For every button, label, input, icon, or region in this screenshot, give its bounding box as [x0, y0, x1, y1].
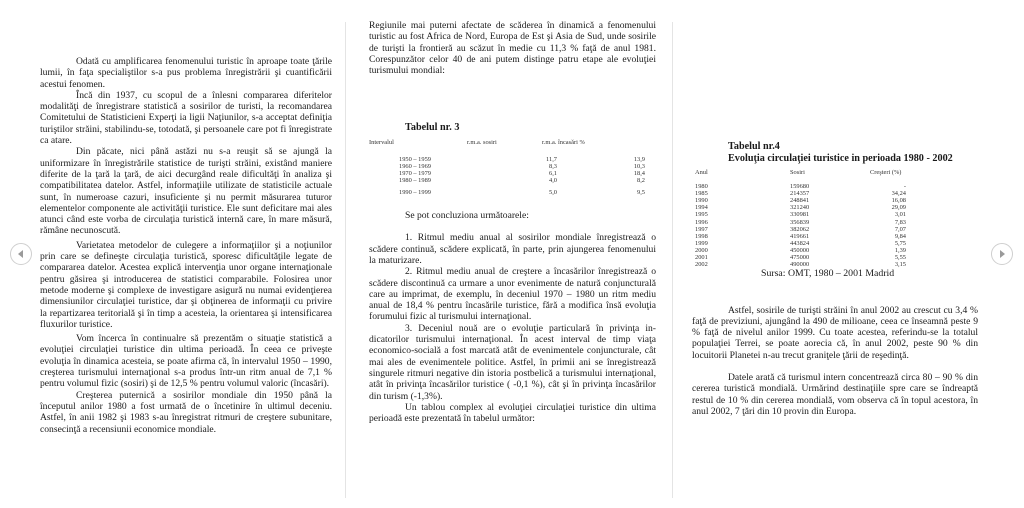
cell: 5,0	[549, 188, 557, 196]
table-3	[369, 122, 656, 196]
point-3: 3. Deceniul nouă are o evoluţie particulară în privinţa indicatorilor turismului internaţional. În acest interval de timp viaţa economico-socială a fost marcată atât de evenimentele conjuncturale, cât mai ales de evenimentele politice. Astfel, în primii ani se înregistrează singurele ritmuri negative din istoria postbelică a turismului internaţional, atât în privinţa încasărilor turistice ( -0,1 %), cât şi în privinţa încasărilor din turism (-1,3%).	[369, 322, 656, 402]
cell: 18,4	[633, 169, 645, 177]
cell: 214357	[790, 190, 810, 198]
cell: 1990	[695, 197, 708, 205]
page-divider-left	[345, 22, 346, 498]
intro-paragraph: Regiunile mai puterni afectate de scăderea în dinamică a fenomenului turistic au fost Africa de Nord, Europa de Est şi Asia de Sud, unde sosirile de turişti la frontieră au scăzut în medie cu 11,3 % faţă de anul 1981. Corespunzător celor 40 de ani putem distinge patru etape ale evoluţiei turismului mondial:	[369, 20, 656, 77]
chevron-left-icon	[16, 249, 26, 259]
cell: 2002	[695, 261, 708, 269]
column-header: Creşteri (%)	[870, 169, 902, 176]
point-2: 2. Ritmul mediu anual de creştere a încasărilor înregistrează o scădere discontinuă ca urmare a unor evenimente de natură conjuncturală care au imprimat, de exemplu, în deceniul 1970 – 1980 un ritm mediu anual de 18,4 % pentru încasările turistice, fără a modifica însă evoluţia forumului fizic al turismului internaţional.	[369, 266, 656, 323]
cell: 450000	[790, 246, 810, 254]
cell: 490000	[790, 261, 810, 269]
table-row	[692, 233, 978, 240]
cell: 10,3	[633, 162, 645, 170]
conclusion-lead: Se pot concluziona următoarele:	[405, 210, 529, 222]
cell: 248841	[790, 197, 810, 205]
table-4-title: Tabelul nr.4	[728, 141, 780, 152]
table-row	[692, 190, 978, 197]
paragraph: Odată cu amplificarea fenomenului turistic în aproape toate ţările lumii, în faţa specialiştilor s-a pus problema înregistrării şi cuantificării acestui fenomen.	[40, 56, 332, 90]
cell: 5,75	[894, 239, 906, 247]
page-middle	[369, 20, 656, 424]
cell: 1995	[695, 211, 708, 219]
cell: 419661	[790, 232, 810, 240]
table-row	[692, 254, 978, 261]
cell: 2000	[695, 246, 708, 254]
column-header: r.m.a. încasări %	[542, 139, 585, 147]
chevron-right-icon	[997, 249, 1007, 259]
cell: -	[903, 183, 906, 191]
cell: 443824	[790, 239, 810, 247]
page-divider-right	[672, 22, 673, 498]
table-row	[692, 211, 978, 218]
cell: 8,2	[637, 176, 645, 184]
cell: 9,84	[894, 232, 906, 240]
table-row	[692, 247, 978, 254]
cell: 475000	[790, 254, 810, 262]
table-header-row	[692, 169, 978, 176]
cell: 3,01	[894, 211, 906, 219]
cell: 356839	[790, 218, 810, 226]
paragraph: Încă din 1937, cu scopul de a înlesni compararea diferitelor modalităţi de înregistrare statistică a sosirilor de turisti, la recomandarea Comitetului de Statisticieni Experţi ia ligii Naţiunilor, s-a acceptat definiţia turiştilor străini, stabilindu-se, totodată, şi persoanele care pot fi înregistrate ca atare.	[40, 89, 332, 147]
cell: 1950 – 1959	[399, 155, 431, 163]
cell: 321240	[790, 204, 810, 212]
cell: 29,09	[891, 204, 906, 212]
table-row	[692, 240, 978, 247]
cell: 34,24	[891, 190, 906, 198]
cell: 16,08	[891, 197, 906, 205]
point-1: 1. Ritmul mediu anual al sosirilor mondiale înregistrează o scădere continuă, scădere explicată, în parte, prin ajungerea fenomenului la maturizare.	[369, 232, 656, 266]
table-row	[369, 177, 656, 184]
table-row	[692, 183, 978, 190]
cell: 2001	[695, 254, 708, 262]
cell: 159680	[790, 183, 810, 191]
cell: 330981	[790, 211, 810, 219]
cell: 1996	[695, 218, 708, 226]
paragraph: Din păcate, nici până astăzi nu s-a reuşit să se ajungă la uniformizare în înregistrările statistice de turişti străini, existând maniere diferite de la ţară la ţară, de aici decurgând reale dificultăţi în analiza şi compatibilitatea datelor. Astfel, informaţiile utilizate de statisticile actuale sunt, în numeroase cazuri, insuficiente şi nu permit măsurarea tuturor elementelor componente ale activităţii turistice. Ele sunt deficitare mai ales atunci când este vorba de circulaţia turistică internă care, în mare măsură, rămâne necunoscută.	[40, 146, 332, 237]
column-header: Sosiri	[790, 169, 805, 176]
column-header: Intervalul	[369, 139, 394, 147]
cell: 13,9	[633, 155, 645, 163]
table-3-title: Tabelul nr. 3	[405, 122, 460, 134]
paragraph: Datele arată că turismul intern concentrează circa 80 – 90 % din cererea turistică mondială. Urmărind destinaţiile spre care se îndreaptă restul de 10 % din cererea mondială, vom observa că în topul acestora, în anul 2002, 7 ţări din 10 provin din Europa.	[692, 372, 978, 417]
closing-paragraph: Un tablou complex al evoluţiei circulaţiei turistice din ultima perioadă este prezentată în tabelul următor:	[369, 401, 656, 425]
table-row	[369, 163, 656, 170]
cell: 9,5	[637, 188, 645, 196]
cell: 3,15	[894, 261, 906, 269]
table-4-subtitle: Evoluţia circulaţiei turistice in perioada 1980 - 2002	[728, 153, 953, 164]
cell: 5,55	[894, 254, 906, 262]
paragraph: Vom încerca în continualre să prezentăm o situaţie statistică a evoluţiei circulaţiei turistice din ultima perioadă. În ceea ce priveşte evoluţia în dinamica acesteia, se poate afirma că, în intervalul 1950 – 1990, creşterea turismului internaţional s-a produs într-un ritm anual de 7,1 % pentru volumul fizic (sosiri) şi de 12,5 % pentru volumul valoric (încasări).	[40, 333, 332, 390]
cell: 4,0	[549, 176, 557, 184]
column-header: r.m.a. sosiri	[467, 139, 497, 147]
cell: 1990 – 1999	[399, 188, 431, 196]
cell: 1980 – 1989	[399, 176, 431, 184]
paragraph: Astfel, sosirile de turişti străini în anul 2002 au crescut cu 3,4 % faţă de previziuni, ajungând la 490 de milioane, ceea ce înseamnă peste 9 % faţă de nivelul anilor 1999. Cu toate acestea, referindu-se la totalul populaţiei Terrei, se poate aorecia că, în anul 2002, peste 90 % din locuitorii Planetei n-au trecut graniţele ţării de reşedinţă.	[692, 304, 978, 361]
cell: 1960 – 1969	[399, 162, 431, 170]
cell: 7,83	[894, 218, 906, 226]
paragraph: Creşterea puternică a sosirilor mondiale din 1950 până la începutul anilor 1980 a fost urmată de o încetinire în ultimul deceniu. Astfel, în anii 1982 şi 1983 s-au înregistrat ritmuri de creştere subunitare, consecinţă a recensiunii economice mondiale.	[40, 389, 332, 435]
page-right	[692, 141, 978, 417]
cell: 11,7	[546, 155, 557, 163]
cell: 382062	[790, 225, 810, 233]
table-row	[369, 170, 656, 177]
cell: 8,3	[549, 162, 557, 170]
table-source: Sursa: OMT, 1980 – 2001 Madrid	[761, 268, 895, 280]
cell: 6,1	[549, 169, 557, 177]
table-header-row	[369, 139, 656, 146]
table-row	[692, 226, 978, 233]
table-row	[692, 204, 978, 211]
page-left	[40, 56, 332, 435]
table-4	[692, 141, 978, 268]
cell: 1985	[695, 190, 708, 198]
table-row	[692, 197, 978, 204]
cell: 1980	[695, 183, 708, 191]
paragraph: Varietatea metodelor de culegere a informaţiilor şi a noţiunilor prin care se defineşte circulaţia turistică, sporesc dificultăţile legate de compararea datelor. Acestea explică intervenţia unor organe internaţionale pentru găsirea şi introducerea de statistici comparabile. Folosirea unor metode moderne şi complexe de investigare asigură nu numai evidenţierea dimensiunilor circulaţiei turistice, dar şi obţinerea de informaţii cu privire la repartizarea teritorială şi în timp a acesteia, la orientarea şi intensificarea fluxurilor turistice.	[40, 239, 332, 330]
column-header: Anul	[695, 169, 708, 176]
cell: 1,39	[894, 246, 906, 254]
cell: 1994	[695, 204, 708, 212]
table-row	[692, 261, 978, 268]
cell: 1998	[695, 232, 708, 240]
cell: 7,07	[894, 225, 906, 233]
table-row	[692, 219, 978, 226]
next-page-button[interactable]	[991, 243, 1013, 265]
previous-page-button[interactable]	[10, 243, 32, 265]
cell: 1999	[695, 239, 708, 247]
cell: 1970 – 1979	[399, 169, 431, 177]
table-row	[369, 156, 656, 163]
cell: 1997	[695, 225, 708, 233]
table-row	[369, 189, 656, 196]
